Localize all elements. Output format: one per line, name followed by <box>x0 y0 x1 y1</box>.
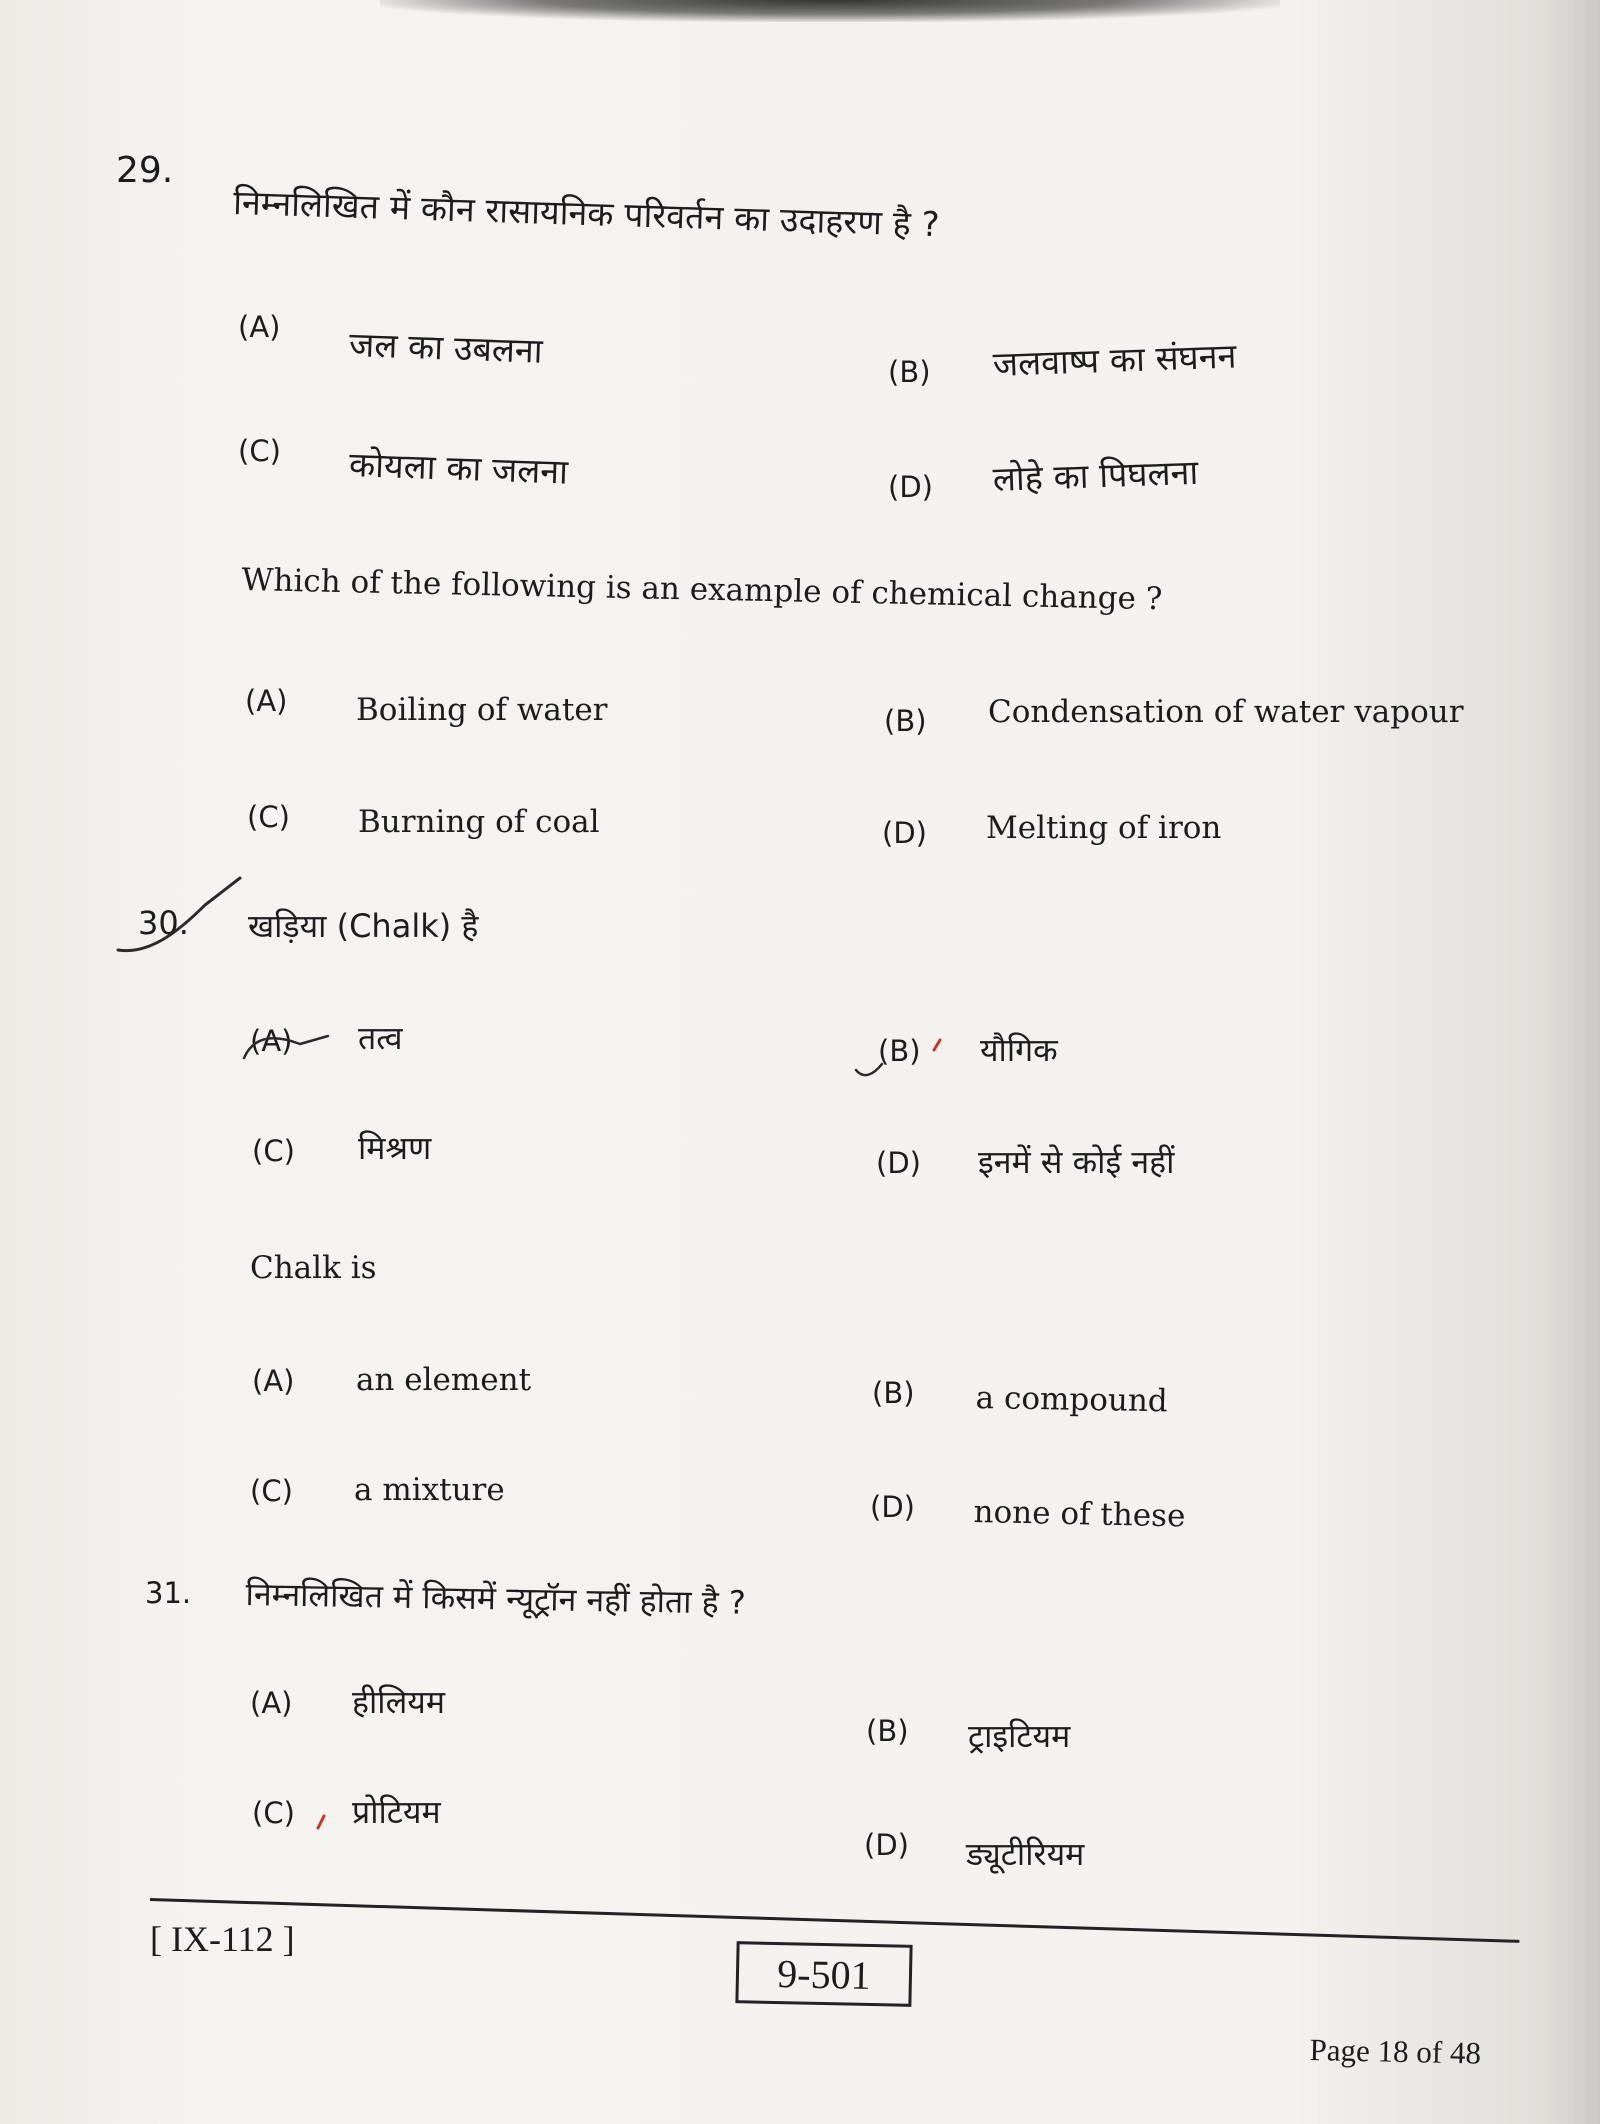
question-31-hindi-text: निम्नलिखित में किसमें न्यूट्रॉन नहीं होता है ? <box>245 1574 747 1622</box>
q29-hi-option-b-text: जलवाष्प का संघनन <box>992 336 1238 385</box>
q29-hi-option-a-text: जल का उबलना <box>348 324 544 372</box>
q31-hi-option-a-text: हीलियम <box>352 1683 445 1721</box>
tick-mark-q30-b <box>856 1064 882 1075</box>
paper-code: [ IX-112 ] <box>150 1919 295 1959</box>
q30-hi-option-a-label: (A) <box>250 1024 293 1058</box>
q29-hi-option-c-text: कोयला का जलना <box>348 444 569 493</box>
question-30-english-text: Chalk is <box>250 1250 377 1286</box>
q29-en-option-d-text: Melting of iron <box>986 810 1222 846</box>
page-number: Page 18 of 48 <box>1309 2032 1482 2071</box>
question-30-number: 30. <box>138 904 189 942</box>
question-29-english-text: Which of the following is an example of chemical change ? <box>241 562 1163 618</box>
red-mark-q31-c <box>318 1816 324 1828</box>
q30-hi-option-c-label: (C) <box>252 1134 295 1168</box>
q31-hi-option-c-label: (C) <box>252 1796 295 1830</box>
q29-en-option-d-label: (D) <box>882 816 927 850</box>
q30-en-option-b-label: (B) <box>872 1376 915 1410</box>
tick-mark-q30 <box>118 878 240 951</box>
q31-hi-option-a-label: (A) <box>250 1686 293 1720</box>
question-30-hindi-text: खड़िया (Chalk) है <box>248 907 479 945</box>
red-mark-q30-b <box>934 1040 940 1050</box>
question-29-number: 29. <box>116 150 174 191</box>
q30-hi-option-a-text: तत्व <box>358 1019 403 1057</box>
q31-hi-option-b-label: (B) <box>866 1714 909 1748</box>
q31-hi-option-b-text: ट्राइटियम <box>968 1717 1071 1755</box>
question-31-number: 31. <box>145 1576 192 1610</box>
q31-hi-option-d-label: (D) <box>864 1828 909 1862</box>
set-code: 9-501 <box>776 1950 872 1998</box>
question-29-hindi-text: निम्नलिखित में कौन रासायनिक परिवर्तन का उदाहरण है ? <box>232 182 941 246</box>
q29-hi-option-d-label: (D) <box>888 470 933 504</box>
q30-hi-option-c-text: मिश्रण <box>358 1129 432 1167</box>
q29-en-option-b-label: (B) <box>884 704 927 738</box>
q30-hi-option-d-label: (D) <box>876 1146 921 1180</box>
q30-en-option-a-text: an element <box>356 1362 532 1398</box>
q30-en-option-d-label: (D) <box>870 1490 915 1524</box>
q29-hi-option-d-text: लोहे का पिघलना <box>992 452 1199 500</box>
q30-hi-option-d-text: इनमें से कोई नहीं <box>978 1143 1175 1181</box>
q29-hi-option-b-label: (B) <box>888 355 931 389</box>
q29-en-option-c-label: (C) <box>247 800 290 834</box>
q29-hi-option-a-label: (A) <box>238 310 281 344</box>
q30-en-option-a-label: (A) <box>252 1364 295 1398</box>
q29-en-option-a-label: (A) <box>245 684 288 718</box>
q29-en-option-a-text: Boiling of water <box>356 692 608 728</box>
q31-hi-option-c-text: प्रोटियम <box>352 1793 441 1831</box>
tick-mark-q30-a <box>244 1036 328 1058</box>
q30-en-option-d-text: none of these <box>973 1494 1186 1535</box>
q31-hi-option-d-text: ड्यूटीरियम <box>966 1835 1085 1873</box>
q30-hi-option-b-text: यौगिक <box>980 1031 1058 1069</box>
q30-en-option-c-text: a mixture <box>354 1472 505 1508</box>
q30-hi-option-b-label: (B) <box>878 1034 921 1068</box>
q30-en-option-c-label: (C) <box>250 1474 293 1508</box>
q30-en-option-b-text: a compound <box>975 1380 1169 1420</box>
q29-en-option-c-text: Burning of coal <box>358 804 600 840</box>
q29-hi-option-c-label: (C) <box>238 434 281 468</box>
q29-en-option-b-text: Condensation of water vapour <box>988 694 1464 730</box>
